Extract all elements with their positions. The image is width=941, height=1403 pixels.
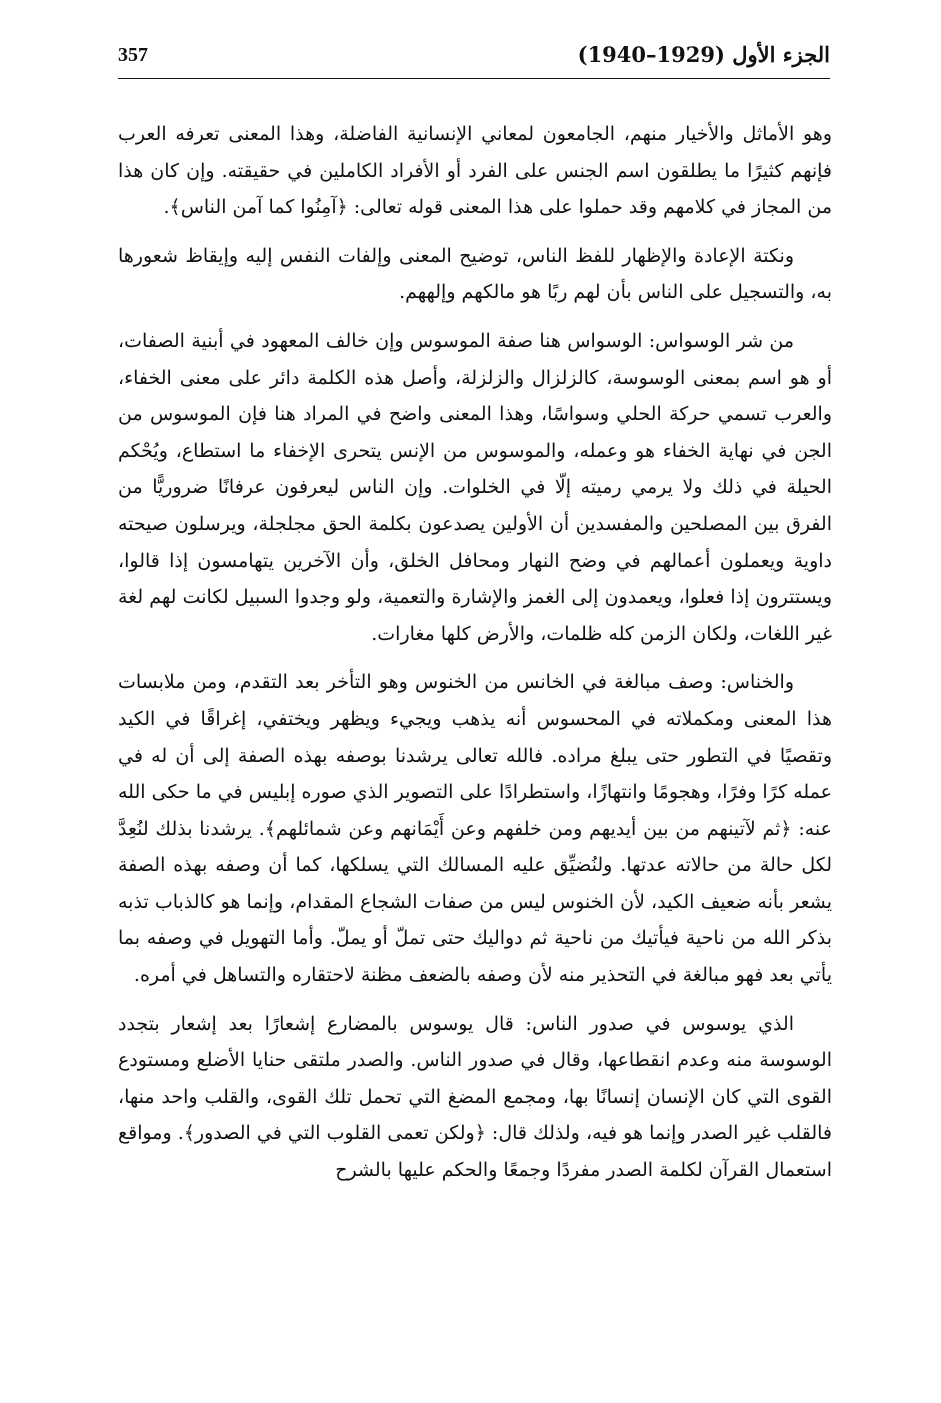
paragraph bbox=[118, 323, 832, 652]
paragraph-text: من شر الوسواس: الوسواس هنا صفة الموسوس وإن خالف المعهود في أبنية الصفات، أو هو اسم بمعنى الوسوسة، كالزلزال والزلزلة، وأصل هذه الكلمة دائر على معنى الخفاء، والعرب تسمي حركة الحلي وسواسًا، وهذا المعنى واضح في المراد هنا فإن الموسوس من الجن في نهاية الخفاء هو وعمله، والموسوس من الإنس يتحرى الإخفاء ما استطاع، ويُحْكم الحيلة في ذلك ولا يرمي رميته إلّا في الخلوات. وإن الناس ليعرفون عرفانًا ضروريًّا من الفرق بين المصلحين والمفسدين أن الأولين يصدعون بكلمة الحق مجلجلة، ويرسلون صيحته داوية ويعملون أعمالهم في وضح النهار ومحافل الخلق، وأن الآخرين يتهامسون إذا قالوا، ويستترون إذا فعلوا، ويعمدون إلى الغمز والإشارة والتعمية، ولو وجدوا السبيل لكانت لهم لغة غير اللغات، ولكان الزمن كله ظلمات، والأرض كلها مغارات. bbox=[118, 329, 833, 645]
paragraph bbox=[118, 238, 832, 311]
paragraph-text: ونكتة الإعادة والإظهار للفظ الناس، توضيح المعنى وإلفات النفس إليه وإيقاظ شعورها به، والتسجيل على الناس بأن لهم ربًا هو مالكهم وإلههم. bbox=[118, 244, 832, 304]
paragraph bbox=[118, 1006, 832, 1189]
running-title: الجزء الأول (1929–1940) bbox=[577, 42, 830, 67]
page-header bbox=[118, 40, 830, 80]
page-number: 357 bbox=[118, 44, 148, 66]
paragraph-text: وهو الأماثل والأخيار منهم، الجامعون لمعاني الإنسانية الفاضلة، وهذا المعنى تعرفه العرب فإنهم كثيرًا ما يطلقون اسم الجنس على الفرد أو الأفراد الكاملين في حقيقته. وإن كان هذا من المجاز في كلامهم وقد حملوا على هذا المعنى قوله تعالى: ﴿آمِنُوا كما آمن الناس﴾. bbox=[118, 123, 832, 219]
paragraph-text: الذي يوسوس في صدور الناس: قال يوسوس بالمضارع إشعارًا بعد إشعار بتجدد الوسوسة منه وعدم انقطاعها، وقال في صدور الناس. والصدر ملتقى حنايا الأضلع ومستودع القوى التي كان الإنسان إنسانًا بها، ومجمع المضغ التي تحمل تلك القوى، والقلب واحد منها، فالقلب غير الصدر وإنما هو فيه، ولذلك قال: ﴿ولكن تعمى القلوب التي في الصدور﴾. ومواقع استعمال القرآن لكلمة الصدر مفردًا وجمعًا والحكم عليها بالشرح bbox=[118, 1012, 832, 1182]
header-rule bbox=[118, 78, 830, 79]
paragraph bbox=[118, 116, 832, 226]
paragraph bbox=[118, 664, 832, 993]
paragraph-text: والخناس: وصف مبالغة في الخانس من الخنوس وهو التأخر بعد التقدم، ومن ملابسات هذا المعنى ومكملاته في المحسوس أنه يذهب ويجيء ويظهر ويختفي، إغراقًا في الكيد وتقصيًا في التطور حتى يبلغ مراده. فالله تعالى يرشدنا بوصفه بهذه الصفة إلى أن له في عمله كرًا وفرًا، وهجومًا وانتهازًا، واستطرادًا على التصوير الذي صوره إبليس في ما حكى الله عنه: ﴿ثم لآتينهم من بين أيديهم ومن خلفهم وعن أَيْمَانهم وعن شمائلهم﴾. يرشدنا بذلك لنُعِدَّ لكل حالة من حالاته عدتها. ولنُضيِّق عليه المسالك التي يسلكها، كما أن وصفه بهذه الصفة يشعر بأنه ضعيف الكيد، لأن الخنوس ليس من صفات الشجاع المقدام، وإنما هو كالذباب تذبه بذكر الله من ناحية فيأتيك من ناحية ثم دواليك حتى تملّ أو يملّ. وأما التهويل في وصفه بما يأتي بعد فهو مبالغة في التحذير منه لأن وصفه بالضعف مظنة لاحتقاره والتساهل في أمره. bbox=[118, 671, 832, 987]
page-body bbox=[118, 116, 832, 1201]
